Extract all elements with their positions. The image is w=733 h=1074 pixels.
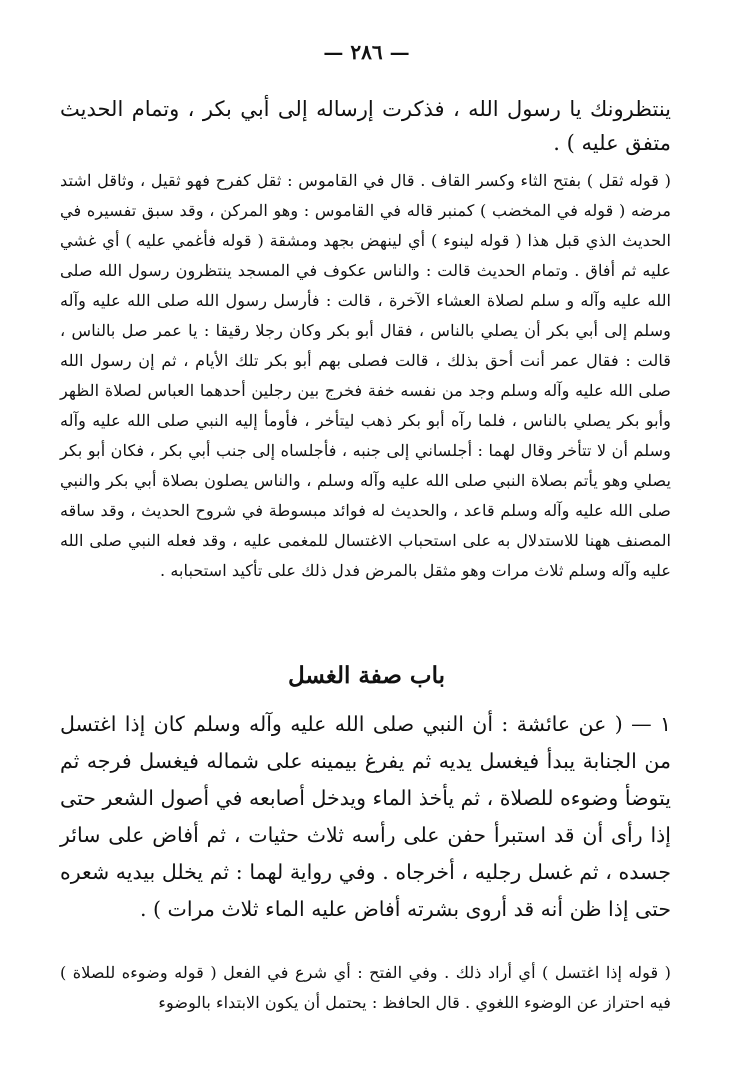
commentary-paragraph-2: ( قوله إذا اغتسل ) أي أراد ذلك . وفي الفتح : أي شرع في الفعل ( قوله وضوءه للصلاة ) فيه احتراز عن الوضوء اللغوي . قال الحافظ : يحتمل أن يكون الابتداء بالوضوء [60,963,671,1012]
commentary-paragraph: ( قوله ثقل ) بفتح الثاء وكسر القاف . قال في القاموس : ثقل كفرح فهو ثقيل ، وثاقل اشتد مرضه ( قوله في المخضب ) كمنبر قاله في القاموس : وهو المركن ، وقد سبق تفسيره في الحديث الذي قبل هذا ( قوله لينوء ) أي لينهض بجهد ومشقة ( قوله فأغمي عليه ) أي غشي عليه ثم أفاق . وتمام الحديث قالت : والناس عكوف في المسجد ينتظرون رسول الله صلى الله عليه وآله و سلم لصلاة العشاء الآخرة ، قالت : فأرسل رسول الله صلى الله عليه وآله وسلم إلى أبي بكر أن يصلي بالناس ، فقال أبو بكر وكان رجلا رقيقا : يا عمر صل بالناس ، قالت : فقال عمر أنت أحق بذلك ، قالت فصلى بهم أبو بكر تلك الأيام ، ثم إن رسول الله صلى الله عليه وآله وسلم وجد من نفسه خفة فخرج بين رجلين أحدهما العباس لصلاة الظهر وأبو بكر يصلي بالناس ، فلما رآه أبو بكر ذهب ليتأخر ، فأومأ إليه النبي صلى الله عليه وآله وسلم أن لا تتأخر وقال لهما : أجلساني إلى جنبه ، فأجلساه إلى جنب أبي بكر ، فكان أبو بكر يصلي وهو يأتم بصلاة النبي صلى الله عليه وآله وسلم ، والناس يصلون بصلاة أبي بكر والنبي صلى الله عليه وآله وسلم قاعد ، والحديث له فوائد مبسوطة في شروح الحديث ، وقد ساقه المصنف ههنا للاستدلال به على استحباب الاغتسال للمغمى عليه ، وقد فعله النبي صلى الله عليه وآله وسلم ثلاث مرات وهو مثقل بالمرض فدل ذلك على تأكيد استحبابه . [60,171,671,580]
hadith-continuation: ينتظرونك يا رسول الله ، فذكرت إرساله إلى أبي بكر ، وتمام الحديث متفق عليه ) . [60,97,671,155]
page-number: — ٢٨٦ — [323,40,410,64]
hadith-text: ١ — ( عن عائشة : أن النبي صلى الله عليه وآله وسلم كان إذا اغتسل من الجنابة يبدأ فيغسل يديه ثم يفرغ بيمينه على شماله فيغسل فرجه ثم يتوضأ وضوءه للصلاة ، ثم يأخذ الماء ويدخل أصابعه في أصول الشعر حتى إذا رأى أن قد استبرأ حفن على رأسه ثلاث حثيات ، ثم أفاض على سائر جسده ، ثم غسل رجليه ، أخرجاه . وفي رواية لهما : ثم يخلل بيديه شعره حتى إذا ظن أنه قد أروى بشرته أفاض عليه الماء ثلاث مرات ) . [60,712,671,921]
chapter-heading: باب صفة الغسل [287,662,445,689]
